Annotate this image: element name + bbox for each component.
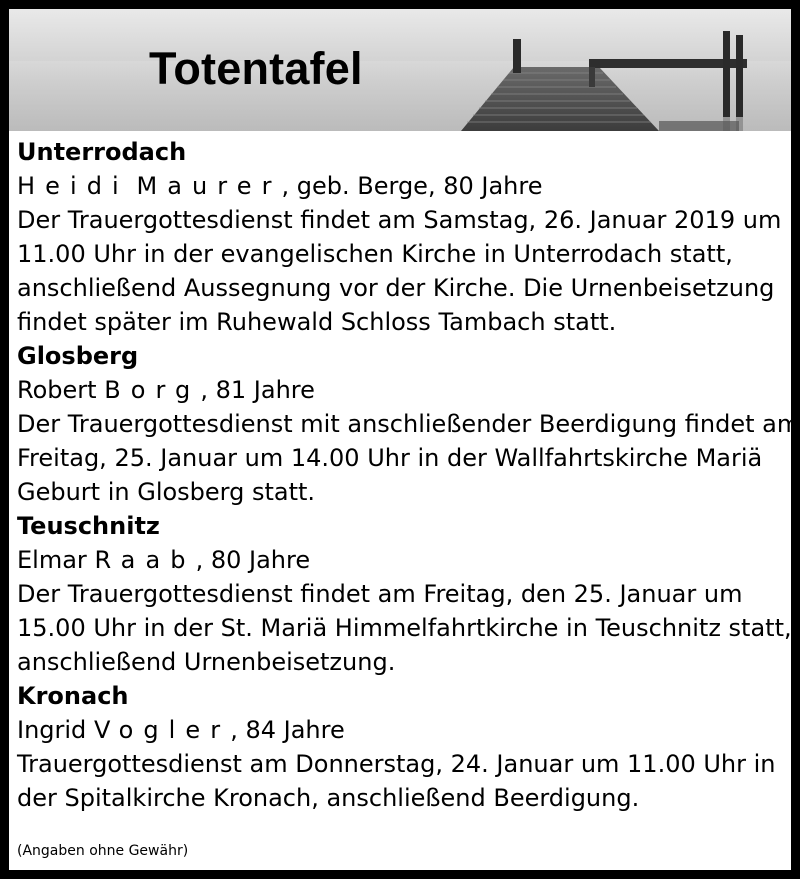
deceased-last-name: Borg bbox=[104, 376, 201, 404]
disclaimer-note: (Angaben ohne Gewähr) bbox=[17, 843, 189, 859]
town-heading: Kronach bbox=[17, 682, 129, 710]
deceased-details: , 84 Jahre bbox=[230, 716, 345, 744]
town-heading: Unterrodach bbox=[17, 138, 187, 166]
deceased-line bbox=[17, 543, 787, 577]
town-heading: Teuschnitz bbox=[17, 512, 160, 540]
service-text-line: anschließend Aussegnung vor der Kirche. Die Urnenbeisetzung bbox=[17, 274, 775, 302]
service-text-line: Freitag, 25. Januar um 14.00 Uhr in der Wallfahrtskirche Mariä bbox=[17, 444, 763, 472]
deceased-first-name: Robert bbox=[17, 376, 97, 404]
page-title: Totentafel bbox=[149, 43, 363, 94]
town-heading: Glosberg bbox=[17, 342, 139, 370]
deceased-last-name: Vogler bbox=[93, 716, 231, 744]
deceased-details: , 80 Jahre bbox=[195, 546, 311, 574]
deceased-first-name: Heidi bbox=[17, 172, 129, 200]
deceased-first-name: Elmar bbox=[17, 546, 87, 574]
service-text-line: Trauergottesdienst am Donnerstag, 24. Januar um 11.00 Uhr in bbox=[17, 750, 776, 778]
service-text-line: Geburt in Glosberg statt. bbox=[17, 478, 316, 506]
deceased-line bbox=[17, 169, 787, 203]
deceased-line bbox=[17, 373, 787, 407]
deceased-last-name: Maurer bbox=[136, 172, 282, 200]
service-text-line: 15.00 Uhr in der St. Mariä Himmelfahrtkirche in Teuschnitz statt, bbox=[17, 614, 792, 642]
deceased-first-name: Ingrid bbox=[17, 716, 87, 744]
service-text-line: Der Trauergottesdienst mit anschließender Beerdigung findet am bbox=[17, 410, 800, 438]
header-banner bbox=[9, 9, 791, 131]
obituary-entry bbox=[17, 339, 800, 509]
obituary-list bbox=[17, 135, 800, 815]
service-text-line: 11.00 Uhr in der evangelischen Kirche in Unterrodach statt, bbox=[17, 240, 733, 268]
obituary-entry bbox=[17, 679, 787, 815]
deceased-last-name: Raab bbox=[94, 546, 196, 574]
obituary-entry bbox=[17, 509, 792, 679]
deceased-details: , 81 Jahre bbox=[200, 376, 315, 404]
deceased-line bbox=[17, 713, 787, 747]
service-text-line: Der Trauergottesdienst findet am Samstag, 26. Januar 2019 um bbox=[17, 206, 782, 234]
jetty-lake-photo-icon bbox=[9, 9, 791, 131]
service-text-line: der Spitalkirche Kronach, anschließend Beerdigung. bbox=[17, 784, 640, 812]
obituary-entry bbox=[17, 135, 787, 339]
deceased-details: , geb. Berge, 80 Jahre bbox=[281, 172, 543, 200]
service-text-line: anschließend Urnenbeisetzung. bbox=[17, 648, 396, 676]
service-text-line: findet später im Ruhewald Schloss Tambach statt. bbox=[17, 308, 617, 336]
service-text-line: Der Trauergottesdienst findet am Freitag, den 25. Januar um bbox=[17, 580, 743, 608]
